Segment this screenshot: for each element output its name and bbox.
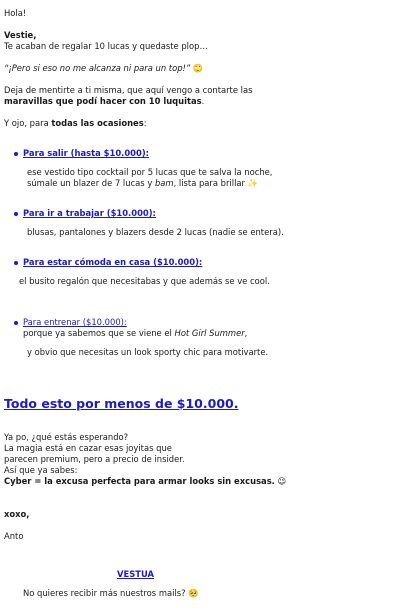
occasion-desc-salir-2: súmale un blazer de 7 lucas y bam, lista para brillar ✨ — [27, 178, 259, 188]
occasion-link-entrenar[interactable]: Para entrenar ($10.000): — [23, 317, 127, 327]
occasion-desc-trabajar: blusas, pantalones y blazers desde 2 lucas (nadie se entera). — [27, 227, 284, 237]
bullet-icon — [14, 212, 18, 216]
greeting: Hola! — [4, 8, 27, 18]
wink-emoji-icon: 😉 — [277, 476, 287, 486]
sparkles-emoji-icon: ✨ — [247, 178, 259, 188]
occasion-link-trabajar[interactable]: Para ir a trabajar ($10.000): — [23, 208, 156, 218]
unsubscribe-text[interactable]: No quieres recibir más nuestros mails? — [23, 588, 186, 598]
cta-link[interactable]: Todo esto por menos de $10.000. — [4, 396, 239, 411]
pitch-line-1: Deja de mentirte a ti misma, que aquí vengo a contarte las — [4, 85, 253, 95]
recipient-name: Vestie, — [4, 30, 37, 40]
unsubscribe-line — [23, 588, 199, 599]
closing-line-5: Cyber = la excusa perfecta para armar looks sin excusas. 😉 — [4, 476, 287, 486]
bullet-icon — [14, 152, 18, 156]
closing-line-2: La magia está en cazar esas joyitas que — [4, 443, 172, 453]
intro-quote-line — [4, 63, 203, 74]
occasion-link-casa[interactable]: Para estar cómoda en casa ($10.000): — [23, 257, 203, 267]
eye-roll-emoji-icon: 🙄 — [192, 63, 204, 73]
bullet-icon — [14, 261, 18, 265]
occasion-desc-entrenar-2: y obvio que necesitas un look sporty chic para motivarte. — [27, 347, 269, 357]
brand-link[interactable]: VESTUA — [117, 569, 154, 579]
pitch-line-2: maravillas que podí hacer con 10 luquitas. — [4, 96, 205, 106]
occasion-link-salir[interactable]: Para salir (hasta $10.000): — [23, 148, 150, 158]
occasions-intro: Y ojo, para todas las ocasiones: — [4, 118, 147, 128]
occasion-desc-casa: el busito regalón que necesitabas y que además se ve cool. — [19, 276, 270, 286]
intro-quote: “¡Pero si eso no me alcanza ni para un top!” — [4, 63, 191, 73]
closing-line-3: parecen premium, pero a precio de insider. — [4, 454, 185, 464]
closing-line-4: Así que ya sabes: — [4, 465, 78, 475]
occasions-highlight: todas las ocasiones — [51, 118, 144, 128]
signoff-xoxo: xoxo, — [4, 509, 30, 519]
occasion-desc-salir-1: ese vestido tipo cocktail por 5 lucas que te salva la noche, — [27, 167, 273, 177]
intro-line: Te acaban de regalar 10 lucas y quedaste plop… — [4, 41, 208, 51]
signoff-name: Anto — [4, 531, 24, 541]
pleading-emoji-icon: 🥺 — [188, 588, 199, 598]
pitch-highlight: maravillas que podí hacer con 10 luquitas — [4, 96, 202, 106]
occasion-desc-entrenar-1: porque ya sabemos que se viene el Hot Girl Summer, — [23, 328, 248, 338]
closing-line-1: Ya po, ¿qué estás esperando? — [4, 432, 129, 442]
bullet-icon — [14, 321, 18, 325]
